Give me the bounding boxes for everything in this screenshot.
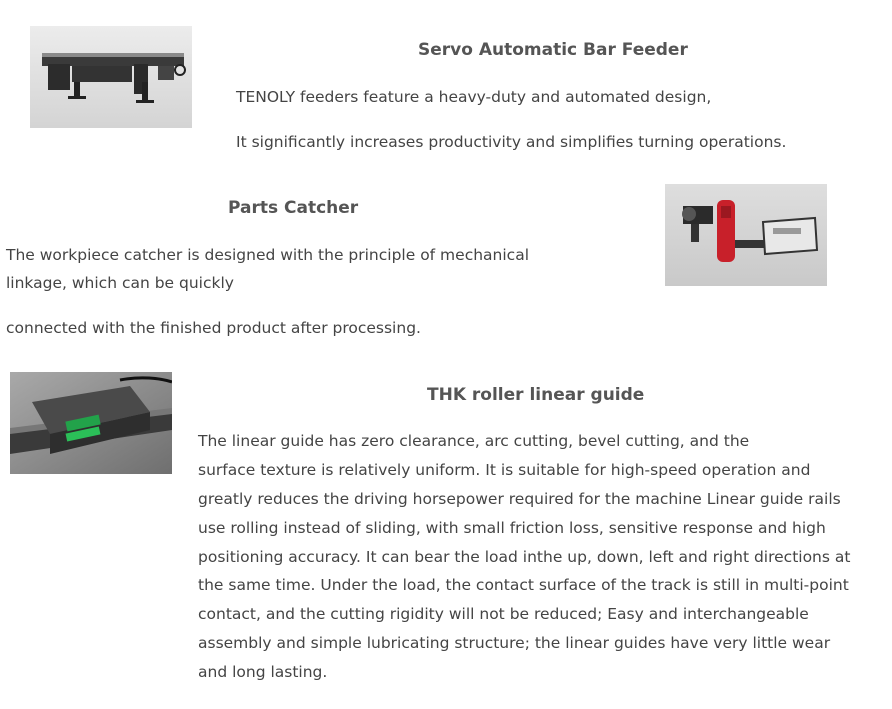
linear-guide-line-8: assembly and simple lubricating structure; the linear guides have very little wear [198, 634, 831, 652]
bar-feeder-image [30, 26, 192, 128]
parts-catcher-image [665, 184, 827, 286]
linear-guide-line-7: contact, and the cutting rigidity will not be reduced; Easy and interchangeable [198, 605, 809, 623]
linear-guide-line-3: greatly reduces the driving horsepower required for the machine Linear guide rails [198, 490, 841, 508]
linear-guide-image [10, 372, 172, 474]
parts-catcher-title: Parts Catcher [228, 198, 359, 218]
bar-feeder-title: Servo Automatic Bar Feeder [418, 40, 688, 60]
linear-guide-line-2: surface texture is relatively uniform. It is suitable for high-speed operation and [198, 461, 811, 479]
bar-feeder-line-1: TENOLY feeders feature a heavy-duty and automated design, [236, 88, 712, 106]
linear-guide-title: THK roller linear guide [427, 385, 645, 405]
linear-guide-line-5: positioning accuracy. It can bear the load inthe up, down, left and right directions at [198, 548, 851, 566]
parts-catcher-line-1: The workpiece catcher is designed with the principle of mechanical [6, 246, 529, 264]
linear-guide-line-1: The linear guide has zero clearance, arc cutting, bevel cutting, and the [198, 432, 750, 450]
linear-guide-line-9: and long lasting. [198, 663, 328, 681]
bar-feeder-line-2: It significantly increases productivity and simplifies turning operations. [236, 133, 787, 151]
parts-catcher-line-3: connected with the finished product after processing. [6, 319, 421, 337]
linear-guide-line-6: the same time. Under the load, the contact surface of the track is still in multi-point [198, 576, 849, 594]
linear-guide-line-4: use rolling instead of sliding, with small friction loss, sensitive response and high [198, 519, 826, 537]
parts-catcher-line-2: linkage, which can be quickly [6, 274, 234, 292]
